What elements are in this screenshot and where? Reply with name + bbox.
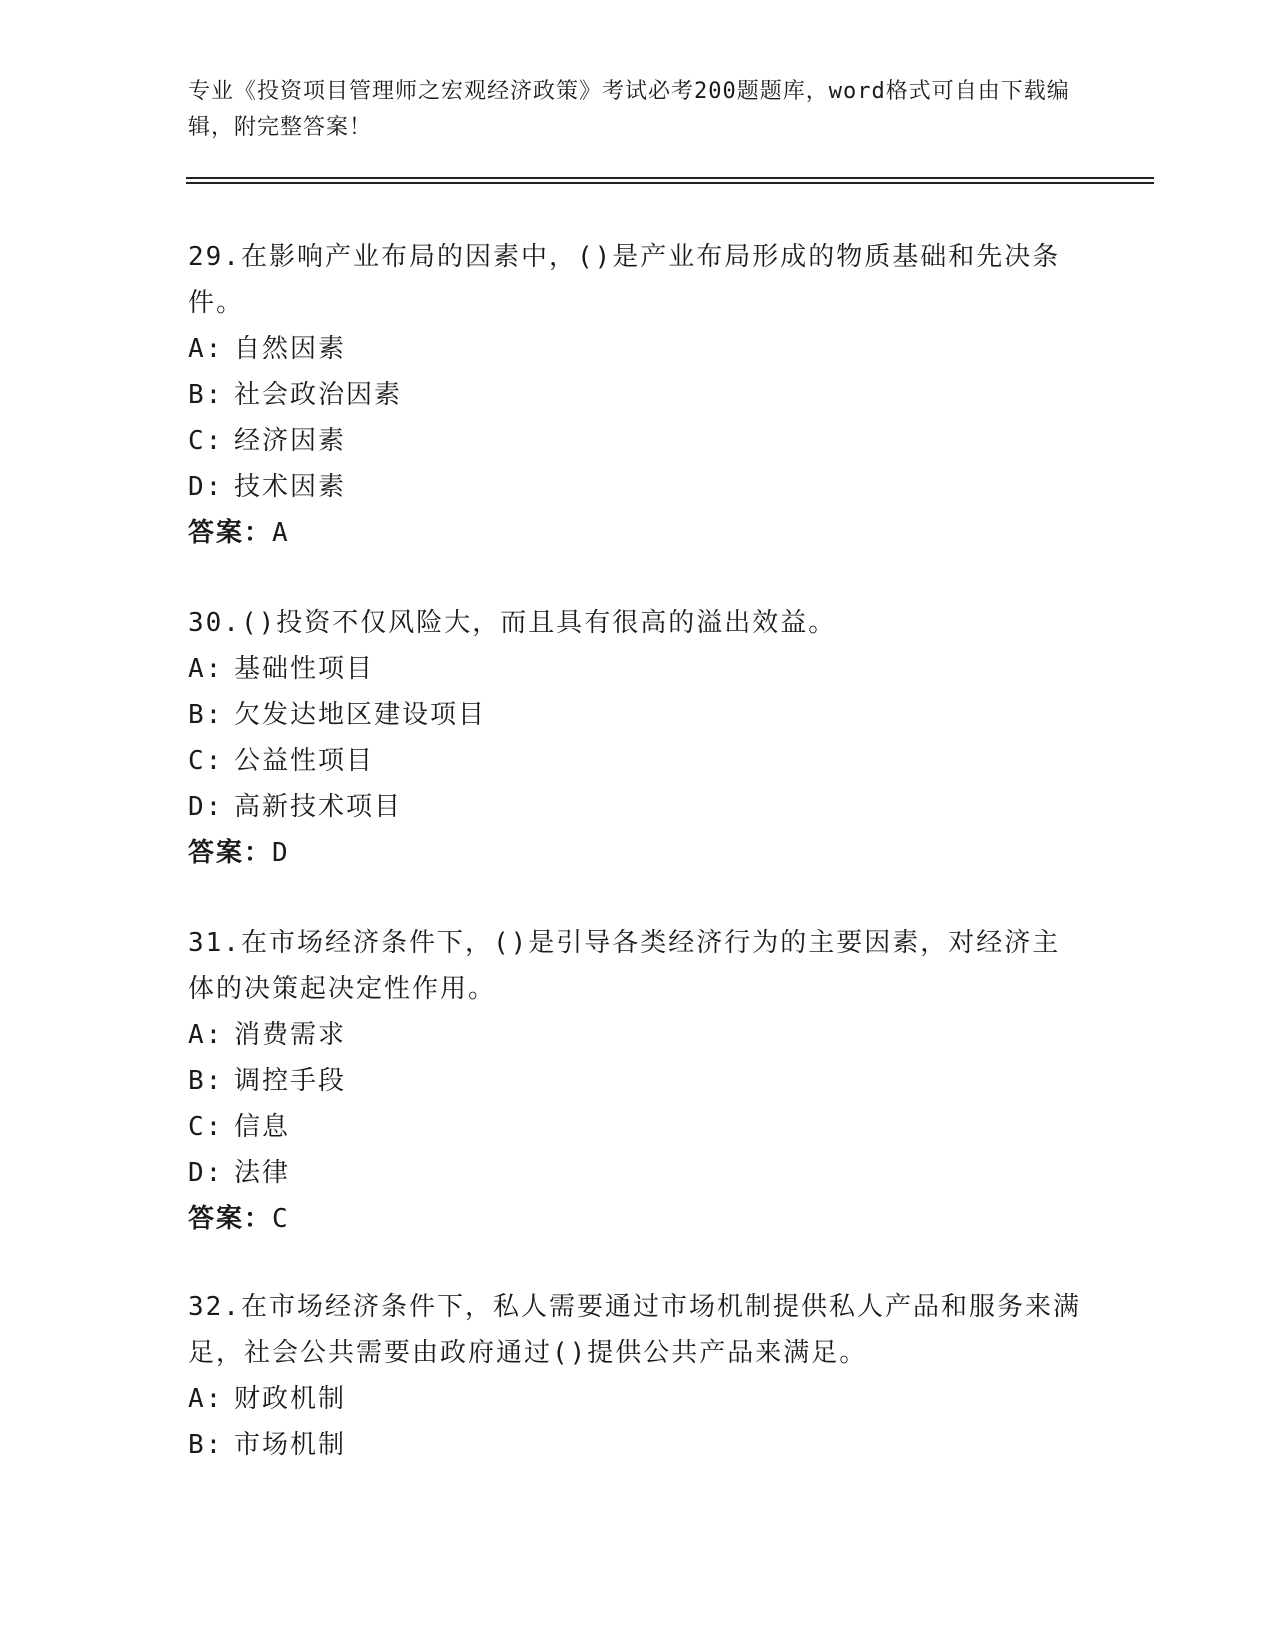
option-letter: D: [188,472,224,502]
option-letter: C: [188,1112,224,1142]
option-c [188,1104,1088,1150]
answer-line [188,830,1088,876]
option-d [188,1150,1088,1196]
option-text: 财政机制 [234,1384,347,1414]
option-text: 基础性项目 [234,654,375,684]
option-b [188,692,1088,738]
option-letter: D: [188,1158,224,1188]
option-letter: B: [188,1066,224,1096]
answer-value: C [272,1204,290,1234]
option-letter: A: [188,1020,224,1050]
answer-value: A [272,518,290,548]
option-letter: A: [188,334,224,364]
option-b [188,1422,1088,1468]
answer-value: D [272,838,290,868]
option-d [188,464,1088,510]
option-text: 自然因素 [234,334,347,364]
document-header: 专业《投资项目管理师之宏观经济政策》考试必考200题题库，word格式可自由下载编辑，附完整答案！ [188,79,1070,140]
option-b [188,1058,1088,1104]
question-31 [188,920,1088,1242]
option-letter: C: [188,426,224,456]
option-a [188,1012,1088,1058]
option-text: 调控手段 [234,1066,347,1096]
option-a [188,326,1088,372]
answer-line [188,510,1088,556]
question-stem: 31.在市场经济条件下，()是引导各类经济行为的主要因素，对经济主体的决策起决定性作用。 [188,928,1061,1004]
question-29 [188,234,1088,556]
option-b [188,372,1088,418]
option-a [188,646,1088,692]
question-32 [188,1284,1088,1468]
option-c [188,418,1088,464]
option-text: 技术因素 [234,472,347,502]
option-text: 信息 [234,1112,291,1142]
option-text: 欠发达地区建设项目 [234,700,487,730]
option-letter: D: [188,792,224,822]
header-divider-top [186,177,1154,179]
option-letter: B: [188,380,224,410]
question-stem: 29.在影响产业布局的因素中，()是产业布局形成的物质基础和先决条件。 [188,242,1061,318]
option-letter: A: [188,654,224,684]
header-divider-bottom [186,182,1154,184]
question-30 [188,600,1088,876]
option-text: 社会政治因素 [234,380,403,410]
option-a [188,1376,1088,1422]
answer-label: 答案： [188,1204,273,1234]
answer-label: 答案： [188,838,273,868]
option-letter: A: [188,1384,224,1414]
option-text: 消费需求 [234,1020,347,1050]
option-text: 经济因素 [234,426,347,456]
question-stem: 30.()投资不仅风险大，而且具有很高的溢出效益。 [188,608,837,638]
option-letter: B: [188,700,224,730]
option-letter: C: [188,746,224,776]
option-d [188,784,1088,830]
option-text: 公益性项目 [234,746,375,776]
answer-line [188,1196,1088,1242]
option-c [188,738,1088,784]
answer-label: 答案： [188,518,273,548]
option-text: 市场机制 [234,1430,347,1460]
option-letter: B: [188,1430,224,1460]
option-text: 高新技术项目 [234,792,403,822]
option-text: 法律 [234,1158,291,1188]
question-stem: 32.在市场经济条件下，私人需要通过市场机制提供私人产品和服务来满足，社会公共需要由政府通过()提供公共产品来满足。 [188,1292,1081,1368]
